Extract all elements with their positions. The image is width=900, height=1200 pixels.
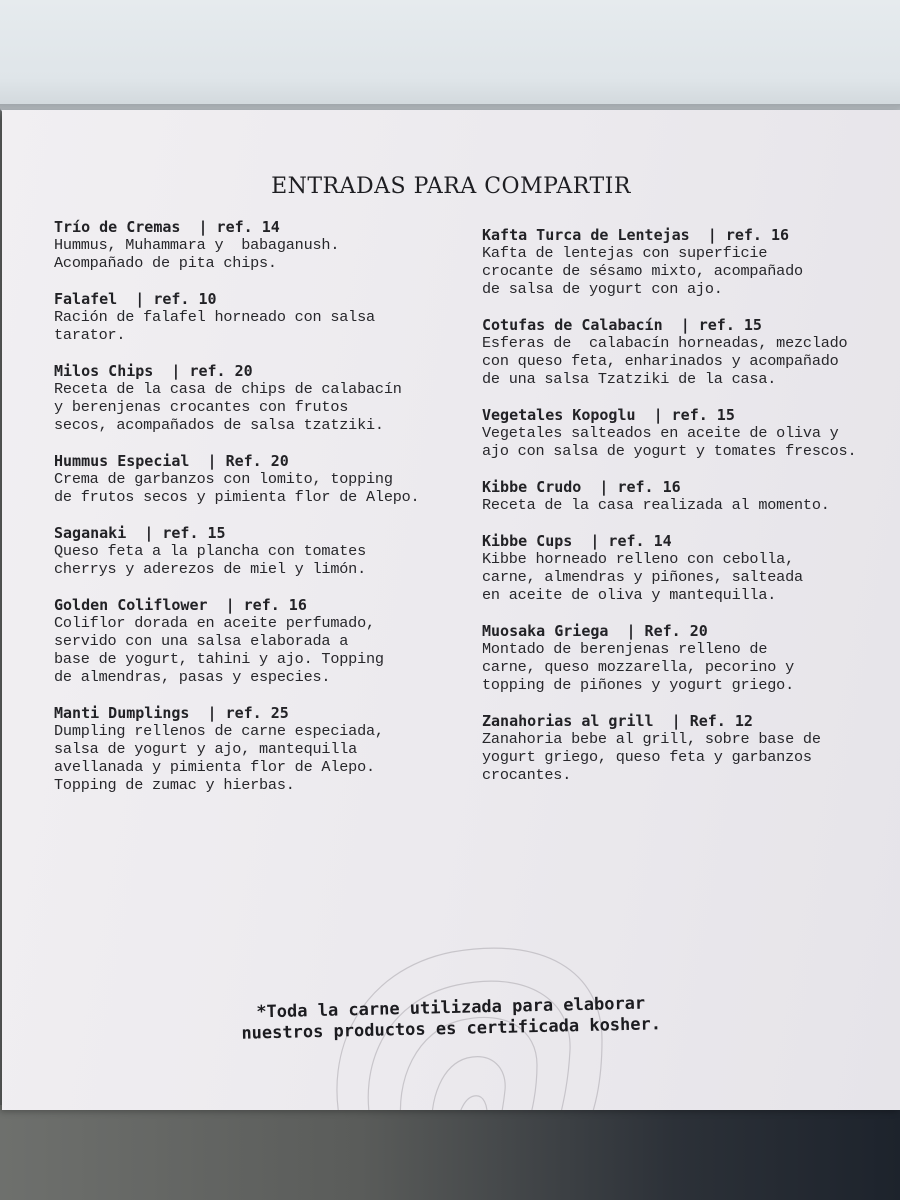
menu-item-header (54, 290, 454, 308)
menu-item (482, 406, 882, 460)
menu-item-name: Golden Coliflower (54, 596, 208, 614)
menu-item (54, 290, 454, 344)
menu-item-description: Acompañado de pita chips. (54, 254, 277, 272)
menu-item-description: Coliflor dorada en aceite perfumado, (54, 614, 375, 632)
menu-item-description: Kibbe horneado relleno con cebolla, (482, 550, 794, 568)
menu-item-ref: | ref. 20 (171, 362, 253, 380)
menu-item-description: crocante de sésamo mixto, acompañado (482, 262, 803, 280)
menu-item-description: cherrys y aderezos de miel y limón. (54, 560, 366, 578)
menu-item (482, 226, 882, 298)
menu-item-description: tarator. (54, 326, 126, 344)
menu-item-description: de una salsa Tzatziki de la casa. (482, 370, 777, 388)
menu-item-header (482, 712, 882, 730)
menu-item-ref: | ref. 16 (225, 596, 307, 614)
menu-item (54, 218, 454, 272)
menu-item-description: Ración de falafel horneado con salsa (54, 308, 375, 326)
menu-item-header (54, 524, 454, 542)
menu-item (54, 362, 454, 434)
menu-item-description: Zanahoria bebe al grill, sobre base de (482, 730, 821, 748)
menu-item-ref: | ref. 25 (207, 704, 289, 722)
menu-item-header (54, 596, 454, 614)
menu-item-header (54, 704, 454, 722)
menu-item-header (482, 478, 882, 496)
menu-item-header (482, 622, 882, 640)
menu-item-description: Hummus, Muhammara y babaganush. (54, 236, 340, 254)
menu-item-name: Trío de Cremas (54, 218, 181, 236)
menu-item-description: de frutos secos y pimienta flor de Alepo. (54, 488, 420, 506)
menu-item-ref: | ref. 15 (680, 316, 762, 334)
footnote-line: *Toda la carne utilizada para elaborar (256, 993, 646, 1023)
menu-item-ref: | Ref. 12 (671, 712, 753, 730)
menu-item (54, 452, 454, 506)
menu-item-description: Vegetales salteados en aceite de oliva y (482, 424, 839, 442)
menu-item-header (482, 226, 882, 244)
right-column (482, 226, 882, 784)
menu-item-description: Montado de berenjenas relleno de (482, 640, 768, 658)
menu-item-name: Hummus Especial (54, 452, 190, 470)
menu-item-description: avellanada y pimienta flor de Alepo. (54, 758, 375, 776)
menu-item (482, 532, 882, 604)
menu-item-ref: | Ref. 20 (626, 622, 708, 640)
menu-item-name: Cotufas de Calabacín (482, 316, 663, 334)
menu-item-name: Milos Chips (54, 362, 154, 380)
menu-item-description: ajo con salsa de yogurt y tomates frescos. (482, 442, 857, 460)
menu-item-description: y berenjenas crocantes con frutos (54, 398, 349, 416)
menu-item (482, 478, 882, 514)
menu-item-description: Receta de la casa realizada al momento. (482, 496, 830, 514)
menu-item-description: base de yogurt, tahini y ajo. Topping (54, 650, 384, 668)
menu-item-description: Crema de garbanzos con lomito, topping (54, 470, 393, 488)
menu-item-description: de almendras, pasas y especies. (54, 668, 331, 686)
menu-item-description: carne, queso mozzarella, pecorino y (482, 658, 794, 676)
menu-item-description: en aceite de oliva y mantequilla. (482, 586, 777, 604)
menu-item-name: Saganaki (54, 524, 127, 542)
menu-item-name: Muosaka Griega (482, 622, 609, 640)
menu-item (54, 524, 454, 578)
menu-item-description: servido con una salsa elaborada a (54, 632, 349, 650)
menu-item-description: Receta de la casa de chips de calabacín (54, 380, 402, 398)
menu-item-header (54, 218, 454, 236)
left-column (54, 218, 454, 794)
menu-item-description: crocantes. (482, 766, 572, 784)
menu-item-header (54, 452, 454, 470)
menu-item (482, 712, 882, 784)
menu-item-ref: | ref. 16 (707, 226, 790, 244)
page-title: ENTRADAS PARA COMPARTIR (271, 174, 631, 199)
menu-item-name: Kibbe Crudo (482, 478, 582, 496)
top-paper-sheet (0, 0, 900, 112)
menu-item-description: de salsa de yogurt con ajo. (482, 280, 723, 298)
menu-item-header (482, 316, 882, 334)
menu-item-ref: | ref. 14 (198, 218, 280, 236)
menu-item-description: Esferas de calabacín horneadas, mezclado (482, 334, 848, 352)
menu-item-description: Topping de zumac y hierbas. (54, 776, 295, 794)
menu-item-ref: | ref. 15 (144, 524, 226, 542)
menu-item-description: topping de piñones y yogurt griego. (482, 676, 794, 694)
menu-item-header (482, 406, 882, 424)
footnote-line: nuestros productos es certificada kosher. (241, 1014, 662, 1044)
menu-item-name: Kafta Turca de Lentejas (482, 226, 690, 244)
menu-item (54, 704, 454, 794)
menu-item-description: carne, almendras y piñones, salteada (482, 568, 803, 586)
menu-item-description: Queso feta a la plancha con tomates (54, 542, 366, 560)
menu-item-name: Vegetales Kopoglu (482, 406, 636, 424)
menu-item-header (54, 362, 454, 380)
menu-item-description: yogurt griego, queso feta y garbanzos (482, 748, 812, 766)
menu-item (482, 622, 882, 694)
menu-item-description: salsa de yogurt y ajo, mantequilla (54, 740, 358, 758)
menu-item-name: Kibbe Cups (482, 532, 573, 550)
menu-item-name: Zanahorias al grill (482, 712, 654, 730)
menu-item-description: con queso feta, enharinados y acompañado (482, 352, 839, 370)
menu-item-ref: | ref. 14 (590, 532, 672, 550)
menu-item-ref: | ref. 15 (653, 406, 735, 424)
menu-item (482, 316, 882, 388)
menu-item-ref: | ref. 16 (599, 478, 681, 496)
menu-item-ref: | ref. 10 (135, 290, 217, 308)
menu-item-header (482, 532, 882, 550)
menu-item-description: Kafta de lentejas con superficie (482, 244, 768, 262)
menu-item-description: secos, acompañados de salsa tzatziki. (54, 416, 384, 434)
menu-item-ref: | Ref. 20 (207, 452, 289, 470)
menu-item (54, 596, 454, 686)
menu-item-name: Falafel (54, 290, 118, 308)
menu-page (2, 110, 900, 1110)
floor-background (0, 1105, 900, 1200)
menu-item-description: Dumpling rellenos de carne especiada, (54, 722, 384, 740)
menu-item-name: Manti Dumplings (54, 704, 190, 722)
